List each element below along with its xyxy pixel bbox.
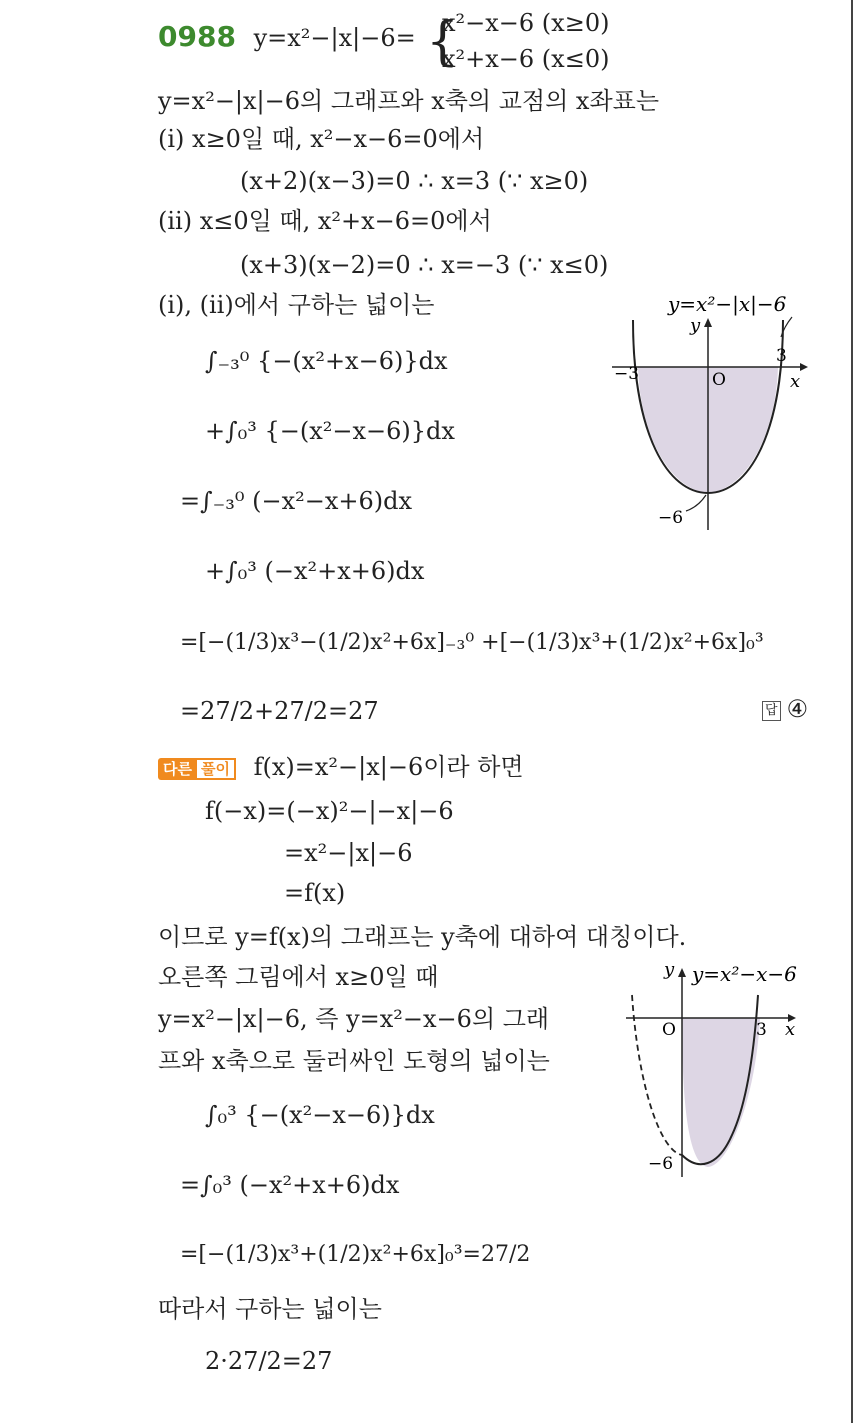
graph-2-y-min: −6 bbox=[648, 1154, 674, 1174]
alt-line: f(x)=x²−|x|−6이라 하면 bbox=[253, 753, 524, 781]
alt-line: =x²−|x|−6 bbox=[284, 839, 413, 867]
solution-antiderivative: =[−(1/3)x³−(1/2)x²+6x]₋₃⁰ +[−(1/3)x³+(1/2)x²+6x]₀³ bbox=[180, 630, 764, 655]
graph-1-x-right: 3 bbox=[776, 346, 787, 366]
graph-1-min-pointer bbox=[686, 495, 706, 511]
piecewise-brace: { bbox=[426, 12, 460, 72]
graph-1-x-label: x bbox=[790, 371, 801, 392]
graph-1-y-label: y bbox=[690, 315, 701, 336]
solution-line: (ⅱ) x≤0일 때, x²+x−6=0에서 bbox=[158, 207, 492, 235]
alt-integral: =∫₀³ (−x²+x+6)dx bbox=[180, 1171, 400, 1199]
answer bbox=[762, 695, 808, 723]
solution-integral: +∫₀³ {−(x²−x−6)}dx bbox=[205, 417, 455, 445]
alt-result: 2·27/2=27 bbox=[205, 1347, 333, 1375]
graph-2-x-right: 3 bbox=[756, 1020, 767, 1040]
alt-badge-2: 풀이 bbox=[195, 758, 236, 780]
graph-1-origin: O bbox=[712, 370, 726, 390]
problem-number: 0988 bbox=[158, 20, 236, 53]
solution-result: =27/2+27/2=27 bbox=[180, 697, 379, 725]
solution-line: (x+3)(x−2)=0 ∴ x=−3 (∵ x≤0) bbox=[240, 251, 609, 279]
alt-line: 이므로 y=f(x)의 그래프는 y축에 대하여 대칭이다. bbox=[158, 923, 687, 951]
graph-2-y-arrow bbox=[678, 968, 686, 977]
graph-2-y-label: y bbox=[664, 959, 675, 980]
problem-header bbox=[158, 22, 416, 53]
solution-integral: =∫₋₃⁰ (−x²−x+6)dx bbox=[180, 487, 413, 515]
alt-header bbox=[158, 752, 524, 782]
problem-definition-lhs: y=x²−|x|−6= bbox=[253, 24, 416, 52]
page-edge-rule bbox=[851, 0, 853, 1423]
graph-1-curve-label: y=x²−|x|−6 bbox=[668, 292, 787, 316]
solution-line: (x+2)(x−3)=0 ∴ x=3 (∵ x≥0) bbox=[240, 167, 589, 195]
alt-line: 오른쪽 그림에서 x≥0일 때 bbox=[158, 963, 439, 991]
solution-line: y=x²−|x|−6의 그래프와 x축의 교점의 x좌표는 bbox=[158, 87, 659, 115]
alt-integral: ∫₀³ {−(x²−x−6)}dx bbox=[205, 1101, 435, 1129]
graph-2-origin: O bbox=[662, 1020, 676, 1040]
alt-line: y=x²−|x|−6, 즉 y=x²−x−6의 그래 bbox=[158, 1005, 550, 1033]
solution-line: (ⅰ) x≥0일 때, x²−x−6=0에서 bbox=[158, 125, 485, 153]
alt-antiderivative: =[−(1/3)x³+(1/2)x²+6x]₀³=27/2 bbox=[180, 1242, 531, 1267]
graph-2-x-label: x bbox=[785, 1019, 796, 1040]
alt-line: f(−x)=(−x)²−|−x|−6 bbox=[205, 797, 454, 825]
graph-1-x-arrow bbox=[800, 363, 808, 371]
alt-line: 따라서 구하는 넓이는 bbox=[158, 1295, 382, 1323]
piecewise-case-1: x²−x−6 (x≥0) bbox=[442, 9, 610, 37]
graph-2-curve-left-dashed bbox=[632, 995, 682, 1155]
graph-2-curve-label: y=x²−x−6 bbox=[692, 962, 797, 986]
graph-1-y-arrow bbox=[704, 318, 712, 327]
solution-integral: +∫₀³ (−x²+x+6)dx bbox=[205, 557, 425, 585]
answer-icon: 답 bbox=[762, 701, 781, 721]
alt-line: =f(x) bbox=[284, 879, 346, 907]
solution-line: (ⅰ), (ⅱ)에서 구하는 넓이는 bbox=[158, 291, 435, 319]
graph-2 bbox=[620, 955, 830, 1185]
graph-1-y-min: −6 bbox=[658, 508, 684, 528]
graph-2-shaded-region bbox=[682, 1018, 760, 1167]
alt-line: 프와 x축으로 둘러싸인 도형의 넓이는 bbox=[158, 1047, 550, 1075]
answer-value: ④ bbox=[786, 695, 809, 723]
graph-1-x-left: −3 bbox=[614, 364, 640, 384]
piecewise-case-2: x²+x−6 (x≤0) bbox=[442, 45, 610, 73]
solution-integral: ∫₋₃⁰ {−(x²+x−6)}dx bbox=[205, 347, 448, 375]
alt-badge-1: 다른 bbox=[158, 758, 197, 780]
graph-1 bbox=[600, 285, 830, 545]
